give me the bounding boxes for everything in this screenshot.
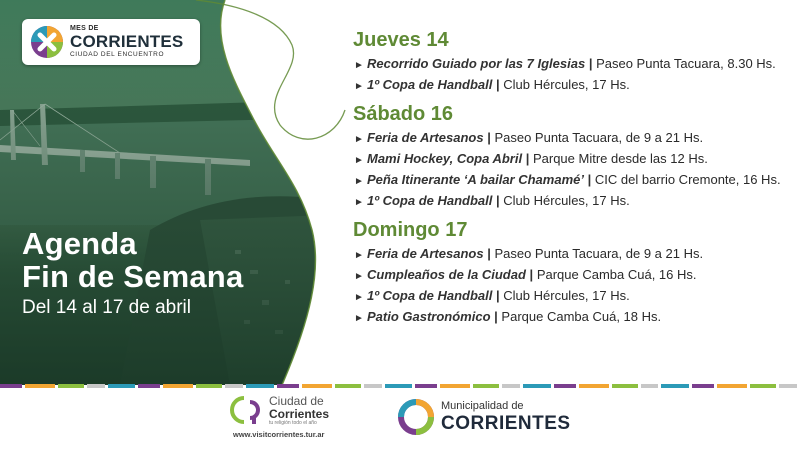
event-separator: | [529, 267, 534, 282]
triangle-bullet-icon: ► [354, 271, 364, 282]
event-name: 1º Copa de Handball [367, 288, 493, 303]
event-separator: | [494, 309, 498, 324]
event-item [353, 287, 793, 305]
event-detail: Parque Mitre desde las 12 Hs. [532, 151, 708, 166]
triangle-bullet-icon: ► [354, 313, 364, 324]
event-detail: Club Hércules, 17 Hs. [503, 193, 630, 208]
day-heading: Domingo 17 [353, 219, 468, 241]
day-heading: Jueves 14 [353, 29, 449, 51]
triangle-bullet-icon: ► [354, 60, 364, 71]
municipalidad-ring-icon [397, 398, 435, 436]
headline-subtitle: Del 14 al 17 de abril [22, 297, 191, 318]
visit-tagline: tu religión todo el año [269, 419, 317, 426]
event-separator: | [496, 193, 500, 208]
event-detail: Parque Camba Cuá, 16 Hs. [536, 267, 697, 282]
event-separator: | [487, 130, 491, 145]
visit-corrientes-logo [230, 393, 330, 439]
event-detail: Paseo Punta Tacuara, de 9 a 21 Hs. [494, 246, 704, 261]
event-name: 1º Copa de Handball [367, 193, 493, 208]
muni-line1: Municipalidad de [441, 400, 524, 412]
event-item [353, 192, 793, 210]
event-separator: | [587, 172, 592, 187]
event-name: Recorrido Guiado por las 7 Iglesias [367, 56, 586, 71]
triangle-bullet-icon: ► [354, 155, 364, 166]
agenda-list [353, 28, 793, 326]
event-item [353, 171, 793, 189]
event-item [353, 150, 793, 168]
event-item [353, 308, 793, 326]
headline-title-line1: Agenda [22, 226, 137, 261]
event-separator: | [496, 77, 500, 92]
triangle-bullet-icon: ► [354, 81, 364, 92]
event-separator: | [496, 288, 500, 303]
event-item [353, 266, 793, 284]
event-item [353, 129, 793, 147]
footer [0, 388, 800, 450]
visit-url-link[interactable]: www.visitcorrientes.tur.ar [233, 430, 325, 439]
event-name: 1º Copa de Handball [367, 77, 493, 92]
badge-line3: CIUDAD DEL ENCUENTRO [70, 51, 165, 59]
visit-corrientes-emblem-icon [230, 394, 264, 426]
headline [22, 227, 243, 320]
municipalidad-logo [397, 398, 571, 436]
event-detail: Paseo Punta Tacuara, de 9 a 21 Hs. [494, 130, 704, 145]
event-separator: | [588, 56, 593, 71]
event-name: Patio Gastronómico [367, 309, 491, 324]
event-detail: Club Hércules, 17 Hs. [503, 288, 630, 303]
event-separator: | [487, 246, 491, 261]
mes-de-corrientes-badge [22, 19, 200, 65]
event-name: Mami Hockey, Copa Abril [367, 151, 523, 166]
event-item [353, 245, 793, 263]
event-item [353, 55, 793, 73]
event-detail: CIC del barrio Cremonte, 16 Hs. [594, 172, 781, 187]
badge-line1: MES DE [70, 25, 99, 33]
triangle-bullet-icon: ► [354, 250, 364, 261]
event-name: Feria de Artesanos [367, 130, 484, 145]
muni-line2: CORRIENTES [441, 413, 571, 434]
event-name: Cumpleaños de la Ciudad [367, 267, 526, 282]
corrientes-x-logo-icon [30, 25, 64, 59]
event-detail: Paseo Punta Tacuara, 8.30 Hs. [596, 56, 776, 71]
headline-title-line2: Fin de Semana [22, 259, 244, 294]
event-name: Feria de Artesanos [367, 246, 484, 261]
event-detail: Club Hércules, 17 Hs. [503, 77, 630, 92]
event-separator: | [525, 151, 530, 166]
event-detail: Parque Camba Cuá, 18 Hs. [501, 309, 662, 324]
triangle-bullet-icon: ► [354, 134, 364, 145]
badge-line2: CORRIENTES [70, 32, 184, 52]
triangle-bullet-icon: ► [354, 292, 364, 303]
triangle-bullet-icon: ► [354, 197, 364, 208]
visit-line1: Ciudad de [269, 393, 324, 408]
visit-line2: Corrientes [269, 406, 330, 421]
event-name: Peña Itinerante ‘A bailar Chamamé’ [367, 172, 584, 187]
day-heading: Sábado 16 [353, 103, 454, 125]
triangle-bullet-icon: ► [354, 176, 364, 187]
event-item [353, 76, 793, 94]
